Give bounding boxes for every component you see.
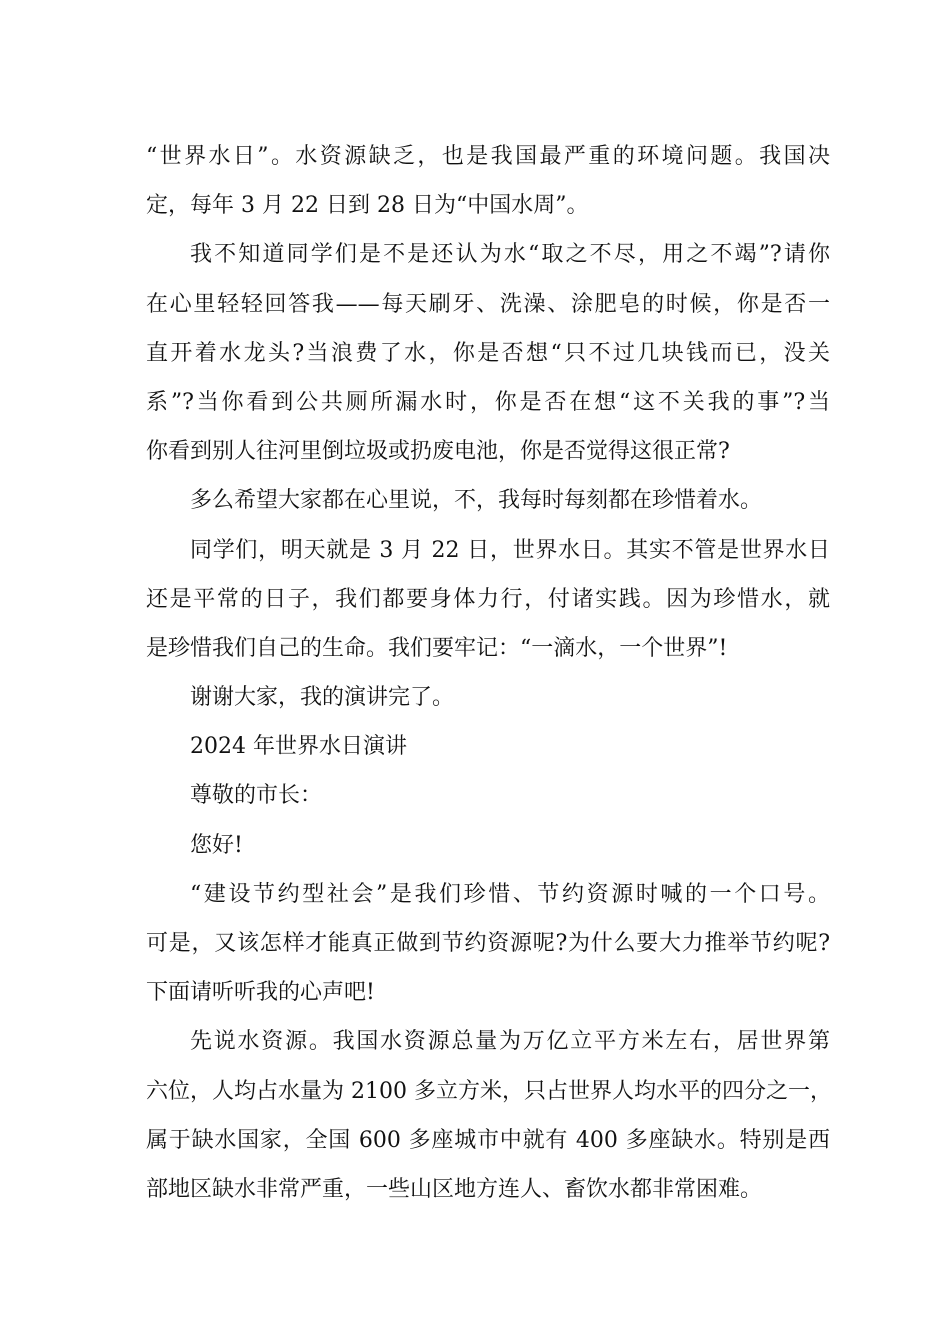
paragraph-start-line: 多么希望大家都在心里说，不，我每时每刻都在珍惜着水。 (190, 488, 763, 514)
text-line: 在心里轻轻回答我——每天刷牙、洗澡、涂肥皂的时候，你是否一 (146, 291, 830, 317)
text-line: 属于缺水国家，全国 600 多座城市中就有 400 多座缺水。特别是西 (146, 1127, 830, 1153)
text-line: 直开着水龙头?当浪费了水，你是否想“只不过几块钱而已，没关 (146, 340, 830, 366)
section-title: 2024 年世界水日演讲 (190, 734, 407, 760)
text-line: 可是，又该怎样才能真正做到节约资源呢?为什么要大力推举节约呢? (146, 931, 830, 956)
text-line: “世界水日”。水资源缺乏，也是我国最严重的环境问题。我国决 (146, 144, 830, 169)
text-line: 定，每年 3 月 22 日到 28 日为“中国水周”。 (146, 193, 589, 219)
text-line: 是珍惜我们自己的生命。我们要牢记：“一滴水，一个世界”! (146, 635, 728, 661)
salutation: 尊敬的市长： (190, 783, 323, 809)
document-body (146, 132, 830, 1214)
text-line: 你看到别人往河里倒垃圾或扔废电池，你是否觉得这很正常? (146, 439, 730, 465)
paragraph-start-line: 我不知道同学们是不是还认为水“取之不尽，用之不竭”?请你 (190, 242, 830, 268)
text-line: 下面请听听我的心声吧! (146, 980, 375, 1006)
greeting: 您好! (190, 832, 243, 858)
text-line: 还是平常的日子，我们都要身体力行，付诸实践。因为珍惜水，就 (146, 586, 830, 612)
paragraph-start-line: “建设节约型社会”是我们珍惜、节约资源时喊的一个口号。 (190, 881, 830, 907)
paragraph-start-line: 同学们，明天就是 3 月 22 日，世界水日。其实不管是世界水日 (190, 537, 830, 563)
paragraph-start-line: 先说水资源。我国水资源总量为万亿立平方米左右，居世界第 (190, 1029, 830, 1055)
closing-line: 谢谢大家，我的演讲完了。 (190, 685, 455, 711)
text-line: 部地区缺水非常严重，一些山区地方连人、畜饮水都非常困难。 (146, 1176, 763, 1202)
text-line: 六位，人均占水量为 2100 多立方米，只占世界人均水平的四分之一， (146, 1078, 832, 1104)
text-line: 系”?当你看到公共厕所漏水时，你是否在想“这不关我的事”?当 (146, 389, 830, 415)
